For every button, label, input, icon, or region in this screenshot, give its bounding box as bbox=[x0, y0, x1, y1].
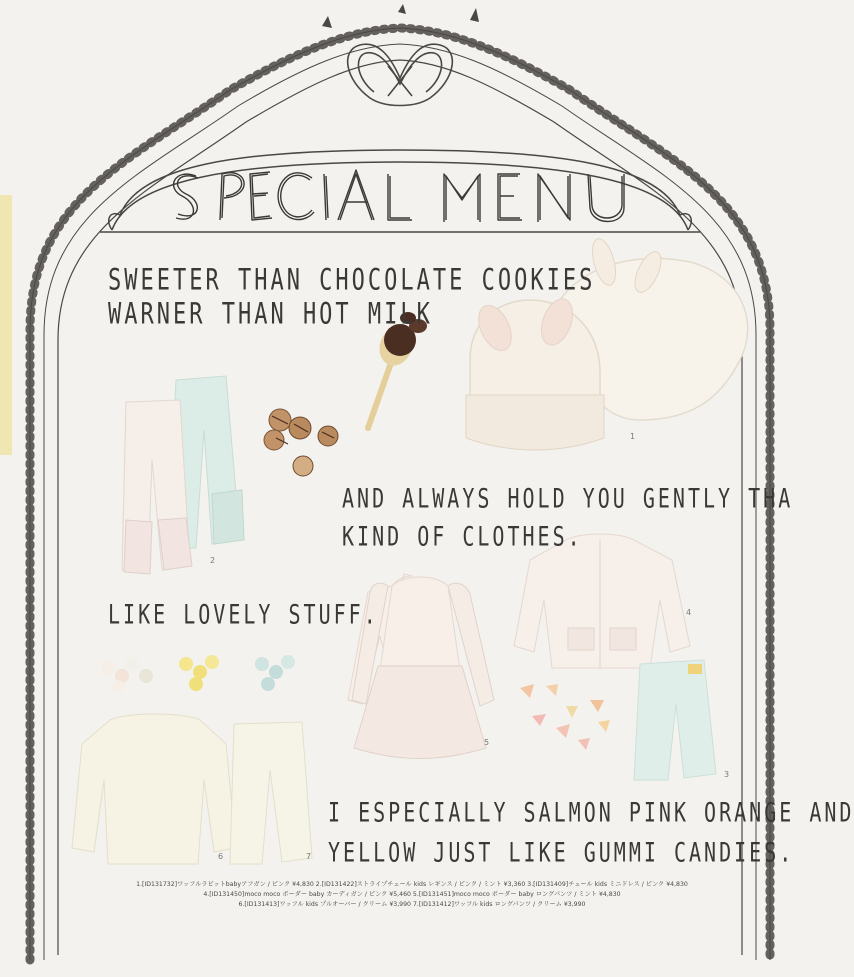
product-mallow-candies bbox=[101, 655, 295, 692]
item-number-1: 1 bbox=[630, 432, 636, 441]
copy-line-4: KIND OF CLOTHES. bbox=[342, 520, 583, 553]
product-cardigan bbox=[514, 534, 690, 668]
copy-line-7: YELLOW JUST LIKE GUMMI CANDIES. bbox=[328, 836, 795, 869]
product-credits bbox=[72, 880, 752, 910]
credit-line-1: 1.[ID131732]ワッフルラビットbabyアフガン / ピンク ¥4,830 2.[ID131422]ストライプチュール kids レギンス / ピンク / ミント ¥3,360 3.[ID131409]チュール kids ミニドレス / ピンク ¥4,830 bbox=[136, 881, 688, 888]
credit-line-3: 6.[ID131413]ワッフル kids プルオーバー / クリーム ¥3,990 7.[ID131412]ワッフル kids ロングパンツ / クリーム ¥3,990 bbox=[238, 901, 586, 908]
product-gummi-candies bbox=[520, 684, 610, 750]
product-cream-pants bbox=[230, 722, 312, 864]
credit-line-2: 4.[ID131450]moco moco ボーダー baby カーディガン / ピンク ¥5,460 5.[ID131451]moco moco ボーダー baby ロングパンツ / ミント ¥4,830 bbox=[203, 891, 621, 898]
item-number-5: 5 bbox=[484, 738, 490, 747]
title-letters bbox=[174, 170, 624, 222]
item-number-2: 2 bbox=[210, 556, 216, 565]
item-number-4: 4 bbox=[686, 608, 692, 617]
item-number-3: 3 bbox=[724, 770, 730, 779]
product-leggings bbox=[122, 376, 244, 574]
yellow-page-edge bbox=[0, 195, 12, 455]
product-pullover bbox=[72, 714, 236, 864]
pretzel-ornament bbox=[348, 44, 453, 105]
copy-line-2: WARNER THAN HOT MILK bbox=[108, 298, 433, 332]
item-number-7: 7 bbox=[306, 852, 312, 861]
copy-line-5: LIKE LOVELY STUFF. bbox=[108, 598, 379, 631]
product-mint-pants bbox=[634, 660, 716, 780]
copy-line-1: SWEETER THAN CHOCOLATE COOKIES bbox=[108, 264, 596, 298]
copy-line-3: AND ALWAYS HOLD YOU GENTLY THA bbox=[342, 482, 794, 515]
product-cookies bbox=[264, 409, 338, 476]
item-number-6: 6 bbox=[218, 852, 224, 861]
copy-line-6: I ESPECIALLY SALMON PINK ORANGE AND bbox=[328, 796, 854, 829]
